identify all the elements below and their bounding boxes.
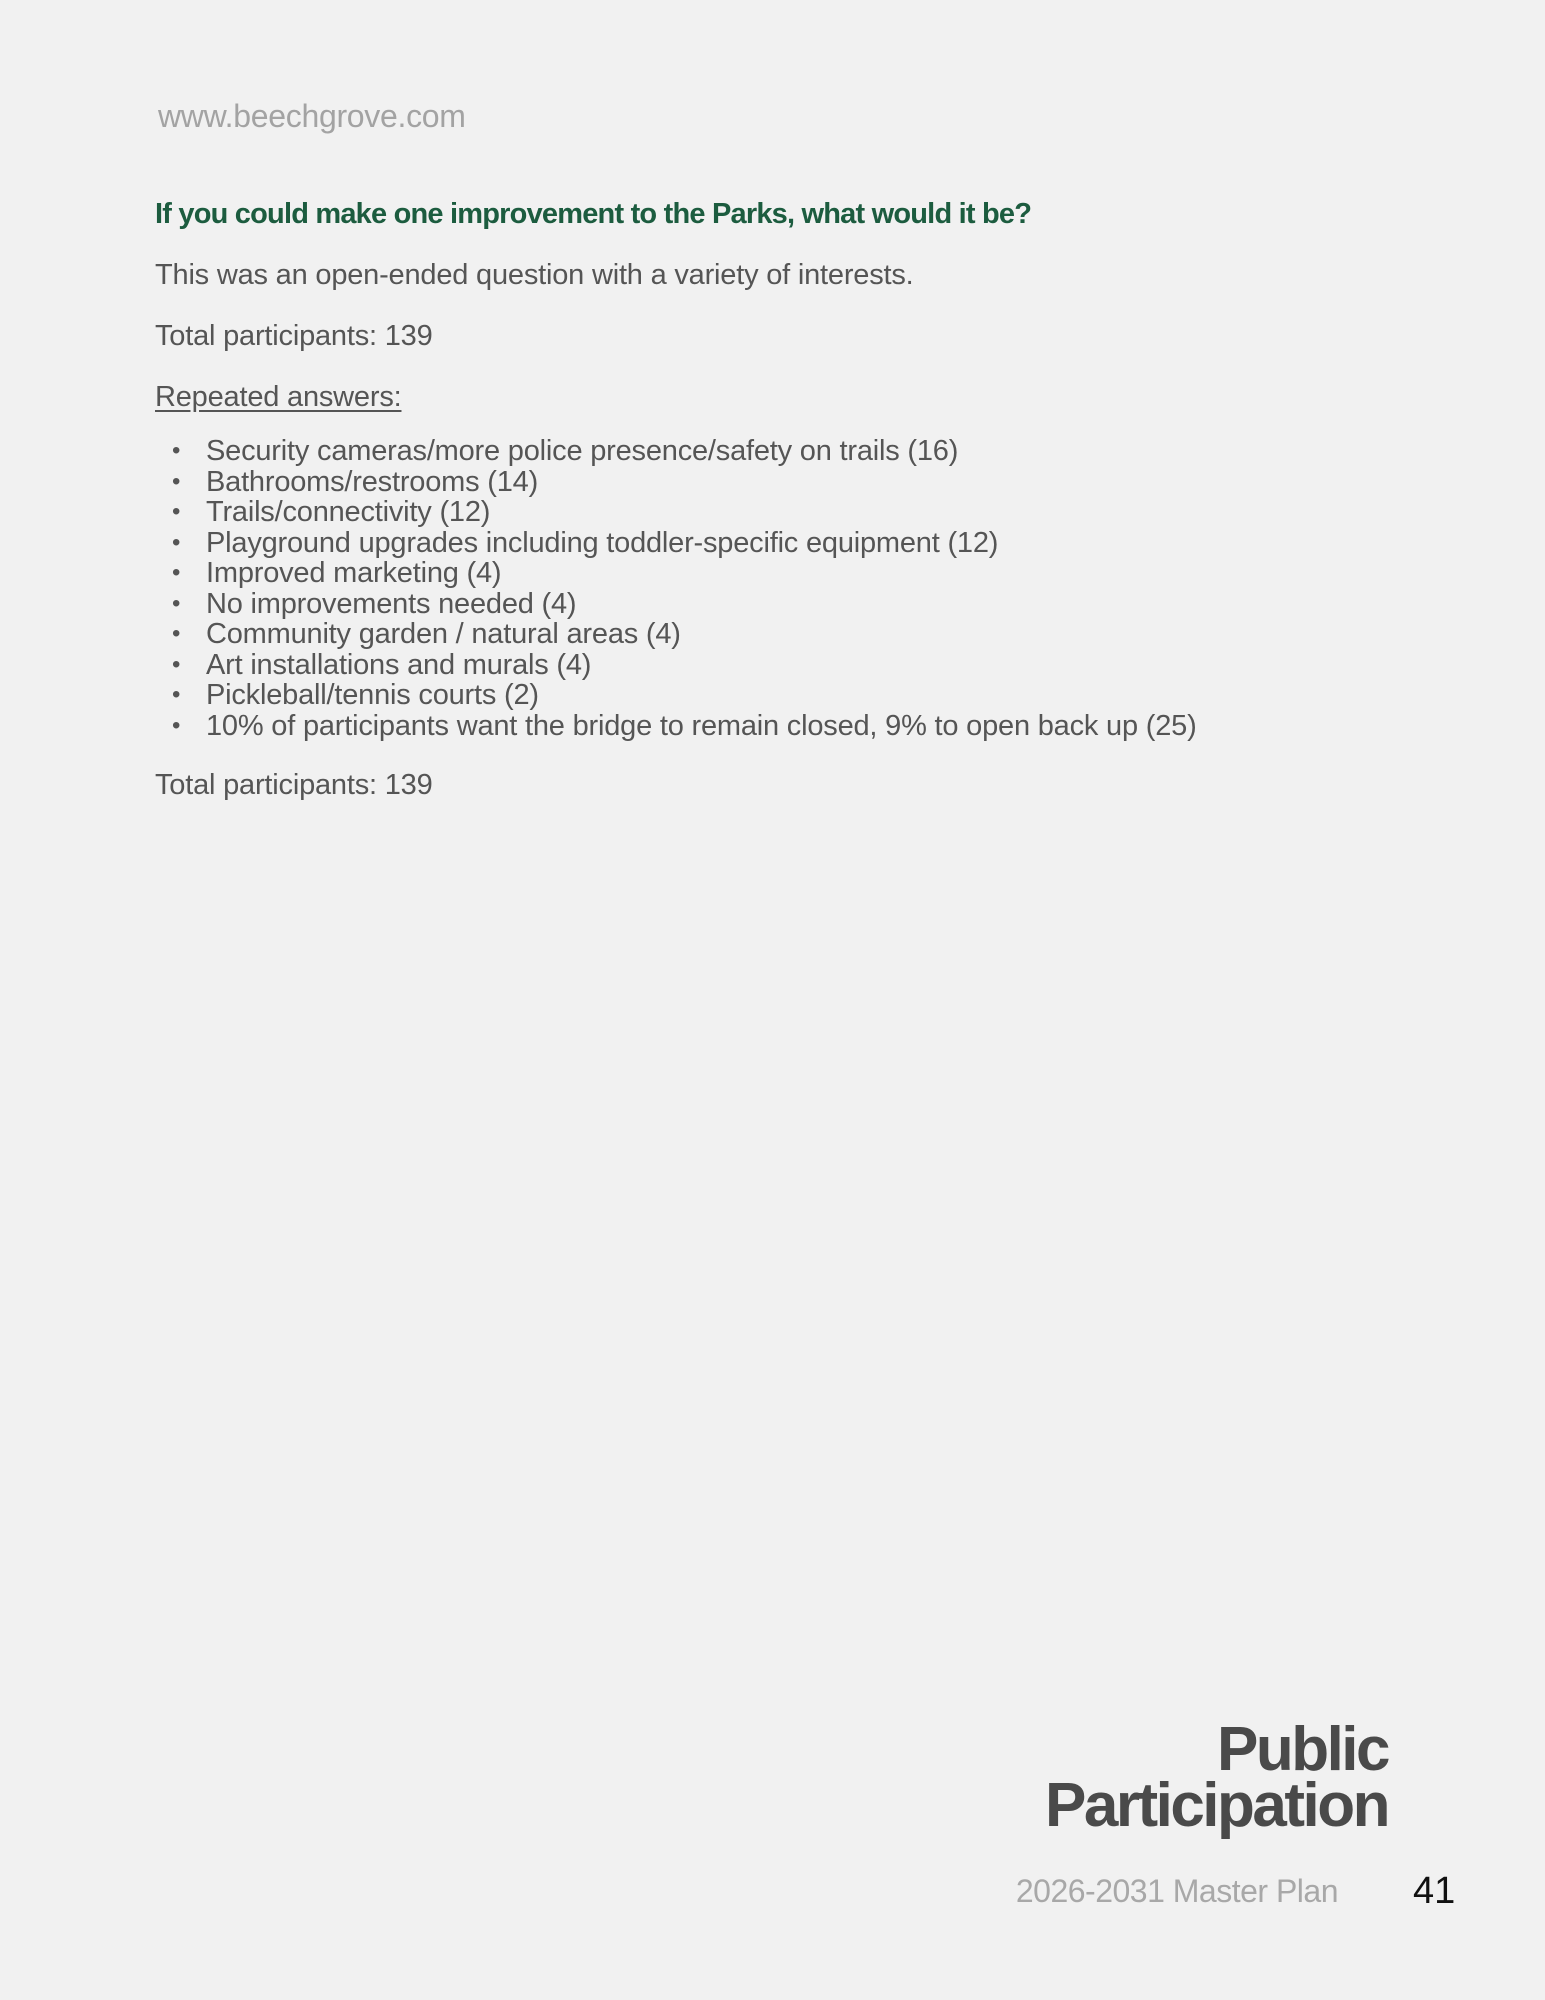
total-participants-top: Total participants: 139 (155, 320, 433, 352)
list-item (172, 496, 1405, 528)
answer-text: Pickleball/tennis courts (2) (206, 679, 539, 711)
answer-text: Trails/connectivity (12) (206, 496, 491, 528)
section-title-line-2: Participation (1044, 1771, 1388, 1840)
list-item (172, 435, 1405, 467)
survey-question-section (155, 198, 1405, 830)
answer-text: Security cameras/more police presence/safety on trails (16) (206, 435, 959, 467)
answer-text: Art installations and murals (4) (206, 648, 592, 681)
list-item (172, 709, 1405, 742)
bullet-icon: • (172, 650, 181, 678)
question-heading: If you could make one improvement to the Parks, what would it be? (155, 198, 1032, 230)
bullet-icon: • (172, 467, 181, 495)
list-item (172, 679, 1405, 711)
website-url: www.beechgrove.com (158, 98, 466, 134)
bullet-icon: • (172, 589, 181, 617)
bullet-icon: • (172, 437, 181, 464)
bullet-icon: • (172, 498, 181, 525)
answers-list (155, 436, 1405, 741)
section-title-line-1: Public (1216, 1715, 1388, 1784)
bullet-icon: • (172, 711, 181, 739)
list-item (172, 648, 1405, 681)
answer-text: Bathrooms/restrooms (14) (206, 465, 539, 498)
bullet-icon: • (172, 620, 181, 647)
list-item (172, 618, 1405, 650)
bullet-icon: • (172, 528, 181, 556)
repeated-answers-heading: Repeated answers: (155, 381, 402, 413)
answer-text: 10% of participants want the bridge to remain closed, 9% to open back up (25) (206, 709, 1197, 742)
page-number: 41 (1413, 1870, 1456, 1912)
bullet-icon: • (172, 681, 181, 708)
total-participants-bottom: Total participants: 139 (155, 769, 433, 801)
plan-label: 2026-2031 Master Plan (1015, 1873, 1338, 1909)
bullet-icon: • (172, 559, 181, 586)
answer-text: Community garden / natural areas (4) (206, 618, 681, 650)
intro-text: This was an open-ended question with a variety of interests. (155, 259, 914, 291)
answer-text: No improvements needed (4) (206, 587, 577, 620)
answer-text: Improved marketing (4) (206, 557, 502, 589)
list-item (172, 557, 1405, 589)
list-item (172, 526, 1405, 559)
section-title (1044, 1715, 1388, 1840)
list-item (172, 465, 1405, 498)
answer-text: Playground upgrades including toddler-specific equipment (12) (206, 526, 999, 559)
list-item (172, 587, 1405, 620)
